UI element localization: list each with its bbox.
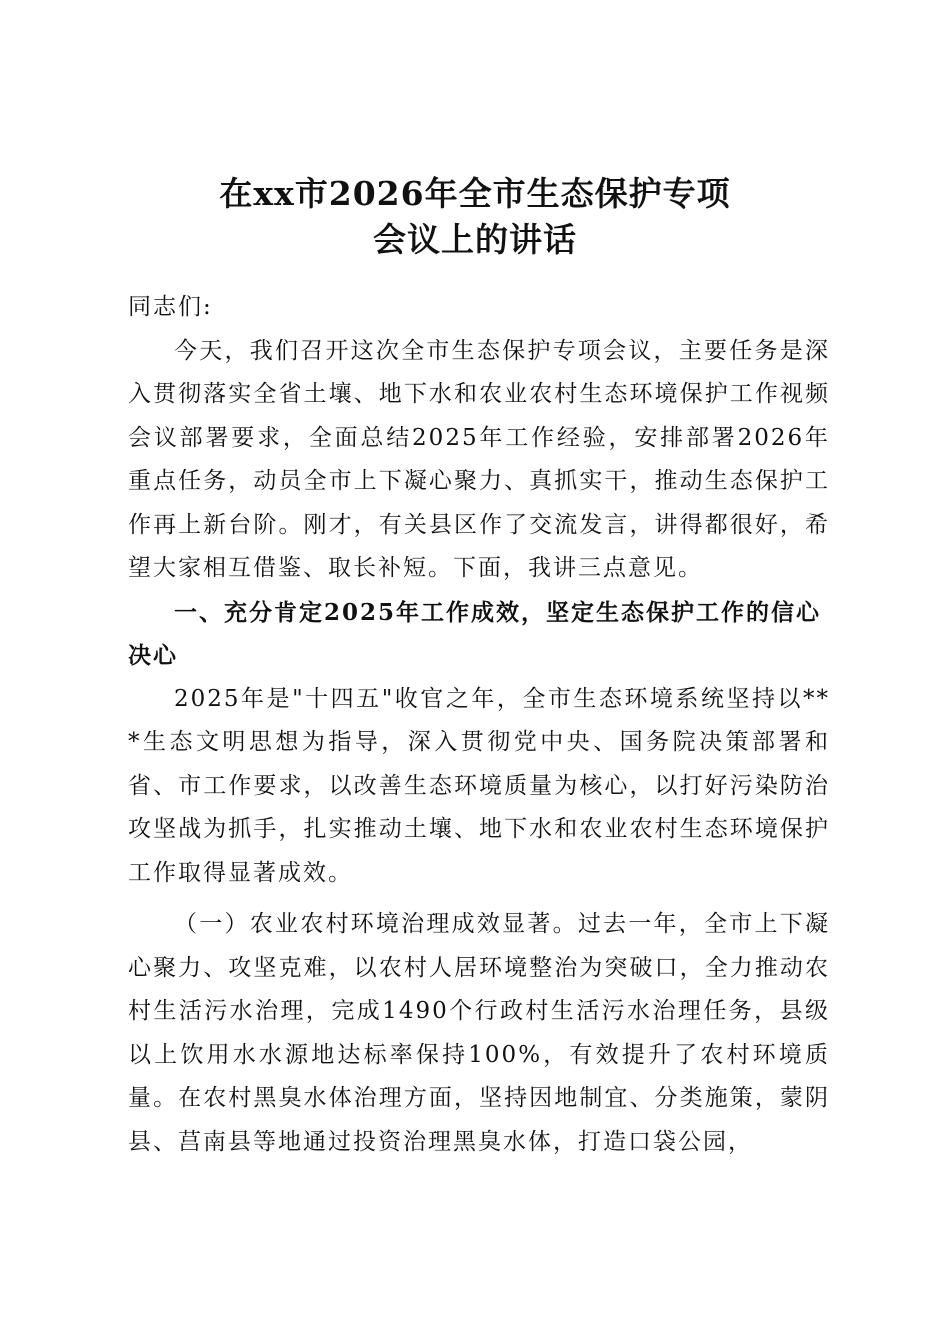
document-body (128, 286, 830, 1164)
document-title-line-2: 会议上的讲话 (373, 220, 577, 259)
intro-paragraph: 今天，我们召开这次全市生态保护专项会议，主要任务是深入贯彻落实全省土壤、地下水和农业农村生态环境保护工作视频会议部署要求，全面总结2025年工作经验，安排部署2026年重点任务，动员全市上下凝心聚力、真抓实干，推动生态保护工作再上新台阶。刚才，有关县区作了交流发言，讲得都很好，希望大家相互借鉴、取长补短。下面，我讲三点意见。 (128, 337, 830, 581)
subsection-1-paragraph: （一）农业农村环境治理成效显著。过去一年，全市上下凝心聚力、攻坚克难，以农村人居环境整治为突破口，全力推动农村生活污水治理，完成1490个行政村生活污水治理任务，县级以上饮用水水源地达标率保持100%，有效提升了农村环境质量。在农村黑臭水体治理方面，坚持因地制宜、分类施策，蒙阴县、莒南县等地通过投资治理黑臭水体，打造口袋公园， (128, 911, 830, 1155)
section-1-heading: 一、充分肯定2025年工作成效，坚定生态保护工作的信心决心 (128, 598, 822, 669)
section-1-paragraph: 2025年是"十四五"收官之年，全市生态环境系统坚持以***生态文明思想为指导，深入贯彻党中央、国务院决策部署和省、市工作要求，以改善生态环境质量为核心，以打好污染防治攻坚战为抓手，扎实推动土壤、地下水和农业农村生态环境保护工作取得显著成效。 (128, 685, 830, 886)
document-title-line-1: 在xx市2026年全市生态保护专项 (219, 174, 731, 213)
greeting: 同志们: (128, 294, 213, 320)
